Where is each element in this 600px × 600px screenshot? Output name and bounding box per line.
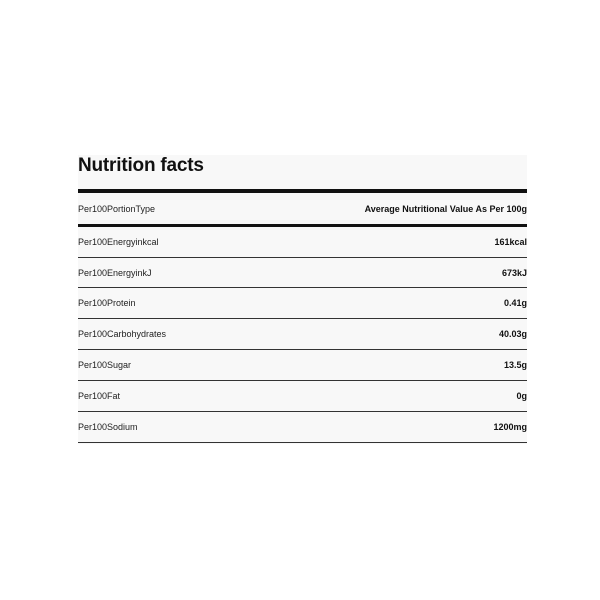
table-row-carbohydrates	[78, 319, 527, 349]
portion-type-label: Per100PortionType	[78, 204, 156, 214]
row-value: 0.41g	[503, 298, 527, 308]
table-row-sugar	[78, 350, 527, 380]
portion-type-value: Average Nutritional Value As Per 100g	[364, 204, 527, 214]
table-row-energy-kcal	[78, 227, 527, 257]
row-value: 0g	[516, 391, 527, 401]
row-value: 1200mg	[493, 422, 527, 432]
row-label: Per100Fat	[78, 391, 121, 401]
table-row-energy-kj	[78, 258, 527, 288]
nutrition-title: Nutrition facts	[78, 155, 204, 176]
row-divider	[78, 442, 527, 443]
row-value: 673kJ	[501, 268, 527, 278]
row-label: Per100Protein	[78, 298, 136, 308]
row-label: Per100Sugar	[78, 360, 132, 370]
table-row-fat	[78, 381, 527, 411]
table-row-protein	[78, 288, 527, 318]
nutrition-facts-panel	[78, 155, 527, 444]
table-header-row	[78, 195, 527, 223]
row-value: 161kcal	[494, 237, 527, 247]
row-label: Per100EnergyinkJ	[78, 268, 152, 278]
row-label: Per100Sodium	[78, 422, 138, 432]
row-label: Per100Energyinkcal	[78, 237, 159, 247]
row-value: 40.03g	[498, 329, 527, 339]
row-value: 13.5g	[503, 360, 527, 370]
table-row-sodium	[78, 412, 527, 442]
row-label: Per100Carbohydrates	[78, 329, 167, 339]
title-divider	[78, 189, 527, 193]
